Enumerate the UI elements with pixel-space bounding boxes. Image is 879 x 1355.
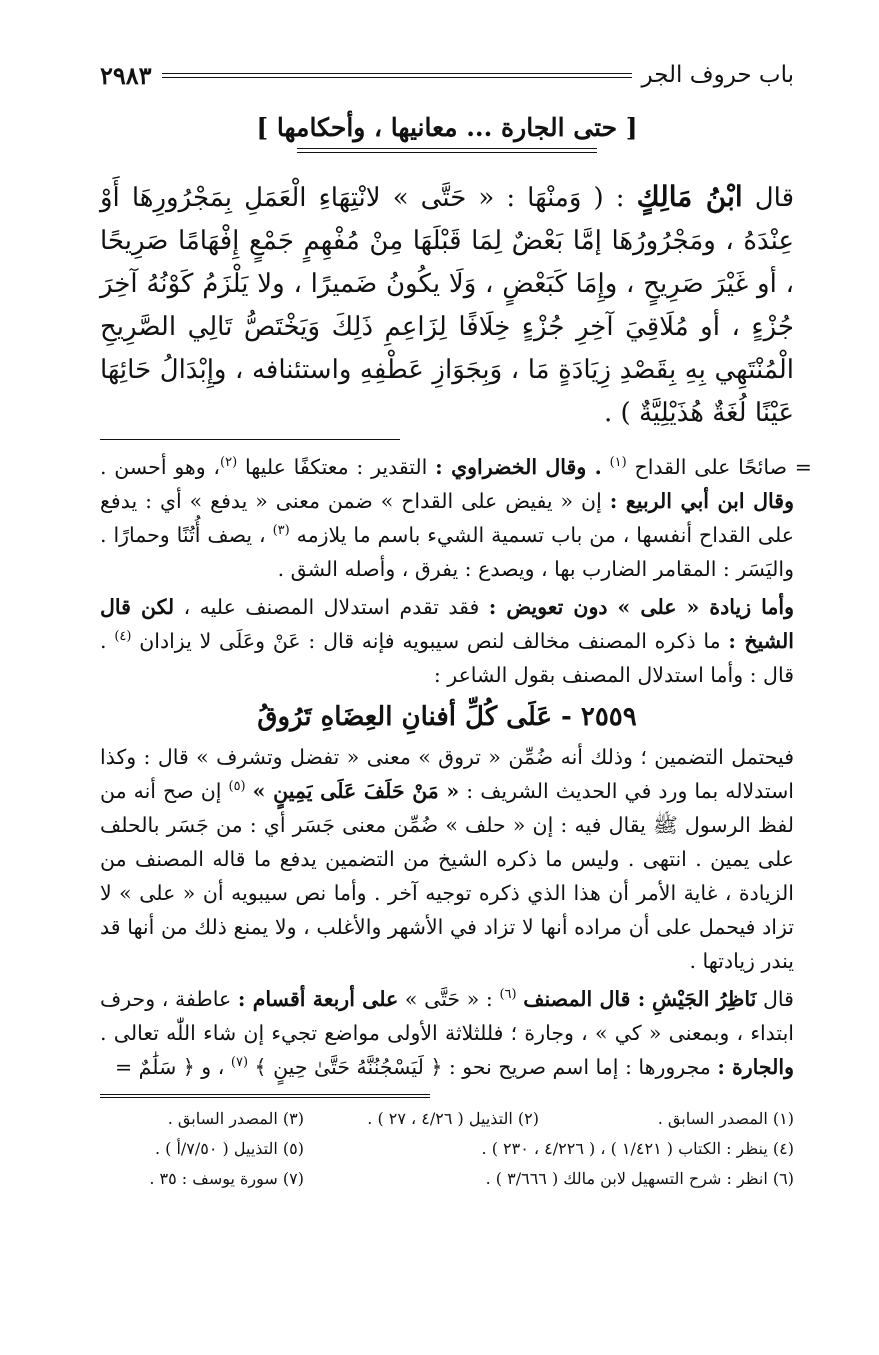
footnote-ref: (٣)	[272, 523, 290, 539]
commentary-paragraph-1	[100, 450, 812, 586]
section-name: باب حروف الجر	[641, 62, 794, 88]
matn-body: : ( وَمنْهَا : « حَتَّى » لانْتِهَاءِ الْعَمَلِ بِمَجْرُورِهَا أَوْ عِنْدَهُ ، ومَجْرُورُهَا إمَّا بَعْضٌ لِمَا قَبْلَهَا مِنْ مُفْهِمٍ جَمْعٍ إِفْهَامًا صَرِيحًا ، أو غَيْرَ صَرِيحٍ ، وإِمَا كَبَعْضٍ ، وَلَا يكُونُ ضَميرًا ، ولا يَلْزَمُ كَوْنُهُ آخِرَ جُزْءٍ ، أو مُلَاقِيَ آخِرِ جُزْءٍ خِلَافًا لِزَاعِمِ ذَلِكَ وَيَخْتَصُّ تَالِي الصَّرِيحِ الْمُنْتَهِي بِهِ بِقَصْدِ زِيَادَةٍ مَا ، وَبِجَوَازِ عَطْفِهِ واستئنافه ، وإِبْدَالُ حَائِهَا عَيْنًا لُغَةٌ هُذَيْلِيَّةٌ ) .	[100, 183, 795, 428]
footnote-ref: (٢)	[220, 455, 238, 471]
commentary-text: . قال : وأما استدلال المصنف بقول الشاعر :	[100, 629, 794, 687]
commentary-text: التقدير : معتكفًا عليها	[244, 455, 428, 479]
commentary-text: صائحًا على القداح	[634, 455, 787, 479]
footnote-item: (٧) سورة يوسف : ٣٥ .	[149, 1169, 304, 1188]
commentary-text: ، يصف أُتُنًا وحمارًا . واليَسَر : المقامر الضارب بها ، ويصدع : يفرق ، وأصله الشق .	[100, 523, 794, 581]
footnote-ref: (٧)	[230, 1055, 249, 1071]
matn-intro: قال	[754, 183, 795, 213]
commentary-text: فيحتمل التضمين ؛ وذلك أنه ضُمِّن « تروق » معنى « تفضل وتشرف » قال : وكذا استدلاله بما ورد في الحديث الشريف :	[100, 745, 794, 803]
footnote-item: (١) المصدر السابق .	[657, 1109, 794, 1128]
matn-author: ابْنُ مَالِكٍ	[636, 180, 743, 213]
commentary-text: قال	[762, 987, 794, 1011]
commentary-bold: . وقال الخضراوي :	[435, 455, 602, 479]
book-page	[100, 55, 812, 1194]
commentary-text: إن « يفيض على القداح » ضمن معنى « يدفع » أي : يدفع على القداح أنفسها ، من باب تسمية الشيء باسم ما يلازمه	[100, 489, 794, 547]
matn-separator	[100, 439, 400, 440]
footnote-item: (٣) المصدر السابق .	[167, 1109, 304, 1128]
running-header	[100, 55, 794, 95]
commentator-name: نَاظِرُ الجَيْشِ	[651, 987, 757, 1011]
commentary-text: ، وهو أحسن .	[100, 455, 221, 479]
footnote-item: (٦) انظر : شرح التسهيل لابن مالك ( ٣/٦٦٦ ) .	[485, 1169, 794, 1188]
footnote-ref: (٦)	[499, 987, 517, 1003]
hadith-quote: « مَنْ حَلَفَ عَلَى يَمِينٍ »	[252, 779, 460, 803]
commentary-bold: : قال المصنف	[523, 987, 646, 1011]
header-rule	[162, 73, 632, 78]
footnote-row	[100, 1164, 794, 1194]
quran-quote: مجرورها : إما اسم صريح نحو : ﴿ لَيَسْجُنُنَّهُ حَتَّىٰ حِينٍ ﴾	[254, 1055, 711, 1079]
footnote-item: (٢) التذييل ( ٤/٢٦ ، ٢٧ ) .	[367, 1109, 539, 1128]
footnote-ref: (١)	[609, 455, 627, 471]
footnote-ref: (٤)	[114, 629, 132, 645]
commentary-text: فقد تقدم استدلال المصنف عليه ،	[183, 595, 480, 619]
footnote-ref: (٥)	[228, 779, 246, 795]
section-title: [ حتى الجارة ... معانيها ، وأحكامها ]	[256, 113, 638, 142]
commentary	[100, 450, 812, 1084]
commentary-bold: لكن قال الشيخ :	[100, 595, 794, 653]
commentary-bold: وأما زيادة « على » دون تعويض :	[488, 595, 794, 619]
page-number: ٢٩٨٣	[100, 60, 152, 90]
commentary-text: ما ذكره المصنف مخالف لنص سيبويه فإنه قال : عَنْ وعَلَى لا يزادان	[139, 629, 721, 653]
title-underline	[297, 148, 597, 153]
commentary-bold: والجارة :	[717, 1055, 794, 1079]
footnote-row	[100, 1104, 794, 1134]
commentary-paragraph-3	[100, 740, 794, 978]
commentary-text: إن صح أنه من لفظ الرسول ﷺ يقال فيه : إن « حلف » ضُمِّن معنى جَسَر أي : من جَسَر بالحلف على يمين . انتهى . وليس ما ذكره الشيخ من التضمين يدفع ما قاله المصنف من الزيادة ، غاية الأمر أن هذا الذي ذكره توجيه آخر . وأما نص سيبويه أن « على » لا تزاد فيحمل على أن مراده أنها لا تزاد في الأشهر والأغلب ، ولا يمنع ذلك من أنها قد يندر زيادتها .	[100, 779, 794, 973]
footnote-row	[100, 1134, 794, 1164]
footnotes	[100, 1104, 794, 1194]
commentary-text: عاطفة ، وحرف ابتداء ، وبمعنى « كي » ، وجارة ؛ فللثلاثة الأولى مواضع تجيء إن شاء اللّٰه تعالى .	[100, 987, 794, 1045]
matn-text	[100, 175, 794, 435]
commentary-paragraph-2	[100, 590, 794, 692]
footnote-item: (٤) ينظر : الكتاب ( ١/٤٢١ ) ، ( ٤/٢٢٦ ، ٢٣٠ ) .	[481, 1139, 794, 1158]
quran-quote: ، و ﴿ سَلَٰمٌ	[138, 1055, 225, 1079]
footnote-separator	[100, 1094, 430, 1098]
continuation-mark: =	[794, 455, 812, 479]
commentary-text: : « حَتَّى »	[404, 987, 493, 1011]
poetry-verse: ٢٥٥٩ - عَلَى كُلِّ أفنانِ العِضَاهِ تَرُوقُ	[257, 702, 637, 732]
footnote-item: (٥) التذييل ( ٧/٥٠/أ ) .	[154, 1139, 304, 1158]
commentary-paragraph-4	[100, 982, 794, 1084]
commentary-bold: على أربعة أقسام :	[237, 987, 399, 1011]
commentary-bold: وقال ابن أبي الربيع :	[609, 489, 794, 513]
continuation-mark: =	[114, 1055, 133, 1079]
